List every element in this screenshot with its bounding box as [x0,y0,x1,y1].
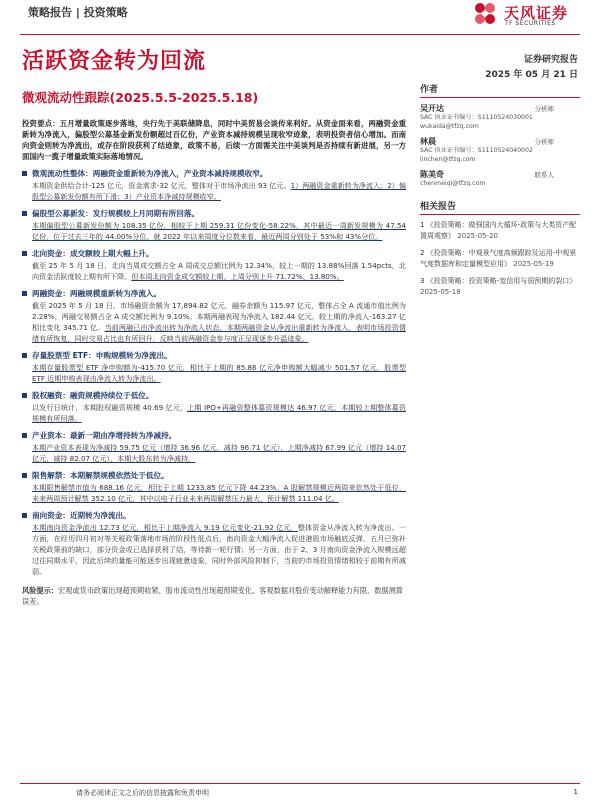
footer-disclaimer: 请务必阅读正文之后的信息披露和免责申明 [76,789,209,797]
section-margin [22,288,406,344]
author-sac: SAC 执业证书编号：S1110524030001 [420,114,533,121]
summary-text: 五月增量政策逐步落地，央行先于美联储降息，同时中美贸易会谈传来利好。从资金面来看，两融资金重新转为净流入，偏股型公募基金新发份额超过百亿份，产业资本减持规模呈现收窄迹象，表明投资者信心增加。而南向资金则转为净流出，或存在阶段获利了结迹象，政策不易，后续一方面需关注中美谈判是否持续有新进展，另一方面国内一揽子增量政策实际落地情况。 [22,119,406,161]
main-content [22,118,406,607]
page-number: 1 [573,788,578,796]
author-email[interactable]: linchen@tfzq.com [420,155,476,163]
author-name: 林晨 [420,137,436,146]
logo-text-cn: 天风证券 [504,4,569,22]
section-body: 本期资金供给合计-125 亿元，资金需求-32 亿元，整体对于市场净流出 93 亿元。1）两融资金重新转为净流入；2）偏股型公募新发份额有所下滑；3）产业资本净减持规模收窄。 [32,181,406,201]
author-sac: SAC 执业证书编号：S1110524040002 [420,147,533,154]
investment-summary [22,118,406,162]
sidebar [420,82,580,304]
section-body: 本期偏股型公募新发份额为 108.35 亿份，相较于上期 259.31 亿份变化-58.22%，其中最近一周新发规模为 47.54 亿份，位于过去三年的 44.00%分位。就 2022 年以来周度分位数来看，最近两周分别处于 53%和 43%分位。 [32,221,406,241]
risk-warning [22,585,406,607]
tf-securities-logo [470,0,590,30]
section-body: 截至 2025 年 5 月 18 日，市场融资余额为 17,894.82 亿元，融券余额为 115.97 亿元，整体占全 A 流通市值比例为 2.28%，两融交易额占全 A 成交额比例为 9.10%。本期两融表现为净流入 182.44 亿元，较上期的净流入-163.27 亿相比变化 345.71 亿。当前两融已由净流出转为净流入状态，本期两融资金从净流出重新转为净流入，表明市场投资情绪有所恢复，同时交易占比也有所回升，反映当前两融资金参与度正呈现逐步升温迹象。 [32,301,406,343]
section-body: 本期南向资金净流出 12.73 亿元，相比于上期净流入 9.19 亿元变化-21.92 亿元，整体资金从净流入转为净流出。一方面，在经历四月初对等关税政策落地市场的阶段性低点后，南向资金大幅净流入促进港股市场触底反弹，五月已弥补关税政策前的缺口，部分资金或已选择获利了结，等待新一轮行情；另一方面，由于 2、3 月南向资金净流入规模远超过往同期水平，因此后续的量能可能逐步出现疲惫迹象，同时外部风险抑制下，当前的市场投资情绪相较于前期有所减弱。 [32,523,407,576]
author-email[interactable]: wukaida@tfzq.com [420,122,479,130]
authors-heading: 作者 [420,82,580,98]
page-subtitle: 微观流动性跟踪(2025.5.5-2025.5.18) [22,90,259,105]
section-lockup-expiry [22,470,406,504]
section-body: 本期限售解禁市值为 688.16 亿元，相比于上期 1233.85 亿元下降 44.23%。A 股解禁规模近两周来依然处于低位，未来两周预计解禁 352.10 亿元，其中以电子行业未来两周解禁压力最大，预计解禁 111.04 亿。 [32,483,406,503]
section-etf [22,350,406,384]
author-email[interactable]: chenmeiqi@tfzq.com [420,180,486,187]
summary-lead: 投资要点： [22,119,60,128]
section-southbound [22,510,406,577]
section-body: 截至 25 年 5 月 18 日，北向当周成交额占全 A 周成交总额比例为 12.34%，较上一期的 13.88%回落 1.54pcts，北向资金活跃度较上期有所下降。但本周北向资金成交额较上期、上周分别上升 71.72%、13.80%。 [32,261,406,281]
risk-text: 宏观或货币政策出现超预期收紧，股市流动性出现超预期变化，客观数据对股价变动解释能力有限，数据测算误差。 [22,586,403,606]
author-role: 联系人 [534,171,554,179]
section-equity-financing [22,390,406,424]
related-report-link[interactable]: 2 《投资策略：中观景气度高频跟踪及运用-中观景气度数据库和定量模型应用》 2025-05-19 [420,248,577,268]
section-heading: 产业资本：最新一期由净增持转为净减持。 [22,430,406,441]
author-name: 陈美奇 [420,170,444,179]
section-heading: 南向资金：近期转为净流出。 [22,510,406,521]
report-category: 策略报告 | 投资策略 [28,6,128,19]
report-date: 2025 年 05 月 21 日 [485,70,578,80]
related-report-link[interactable]: 1 《投资策略：做强国内大循环-政策与大类资产配置周观察》 2025-05-20 [420,220,577,240]
section-heading: 两融资金：两融规模重新转为净流入。 [22,288,406,299]
section-body: 本期存量股票型 ETF 净申购额为-415.70 亿元，相比于上期的 85.86 亿元净申购额大幅减少 501.57 亿元，股票型 ETF 近期申购表现由净流入转为净流出。 [32,363,407,383]
section-heading: 限售解禁：本期解禁规模依然处于低位。 [22,470,406,481]
footer-divider [20,783,580,784]
section-body: 以发行日统计，本期股权融资规模 40.69 亿元，上期 IPO+再融资整体募资规模达 46.97 亿元，本期较上期整体募资规模有所回落。 [32,403,406,423]
report-type-label: 证券研究报告 [523,55,578,65]
author-role: 分析师 [534,105,554,113]
section-industrial-capital [22,430,406,464]
section-fund-issuance [22,208,406,242]
section-overall [22,168,406,202]
header-divider [20,34,580,35]
tf-logo-icon [470,0,500,30]
logo-text-en: TF SECURITIES [505,20,556,27]
author-name: 吴开达 [420,104,444,113]
related-report-link[interactable]: 3 《投资策略：投资策略-宽信用与弱预期的裂口》 2025-05-18 [420,276,577,296]
section-heading: 存量股票型 ETF：申购规模转为净流出。 [22,350,406,361]
author-role: 分析师 [534,138,554,146]
section-heading: 股权融资：融资规模持续位于低位。 [22,390,406,401]
related-reports-list [420,220,580,298]
risk-label: 风险提示： [22,586,58,595]
section-body: 本期产业资本表现为净减持 59.75 亿元（增持 36.96 亿元，减持 96.71 亿元），上期净减持 67.99 亿元（增持 14.07 亿元，减持 82.07 亿元），本期大股东转为净减持。 [32,443,406,463]
section-heading: 微观流动性整体：两融资金重新转为净流入，产业资本减持规模收窄。 [22,168,406,179]
author-card [420,103,580,131]
page-title: 活跃资金转为回流 [22,49,207,74]
author-card [420,169,580,189]
section-northbound [22,248,406,282]
section-heading: 北向资金：成交额较上期大幅上升。 [22,248,406,259]
author-card [420,136,580,164]
related-reports-heading: 相关报告 [420,199,580,215]
section-heading: 偏股型公募新发：发行规模较上月同期有所回落。 [22,208,406,219]
